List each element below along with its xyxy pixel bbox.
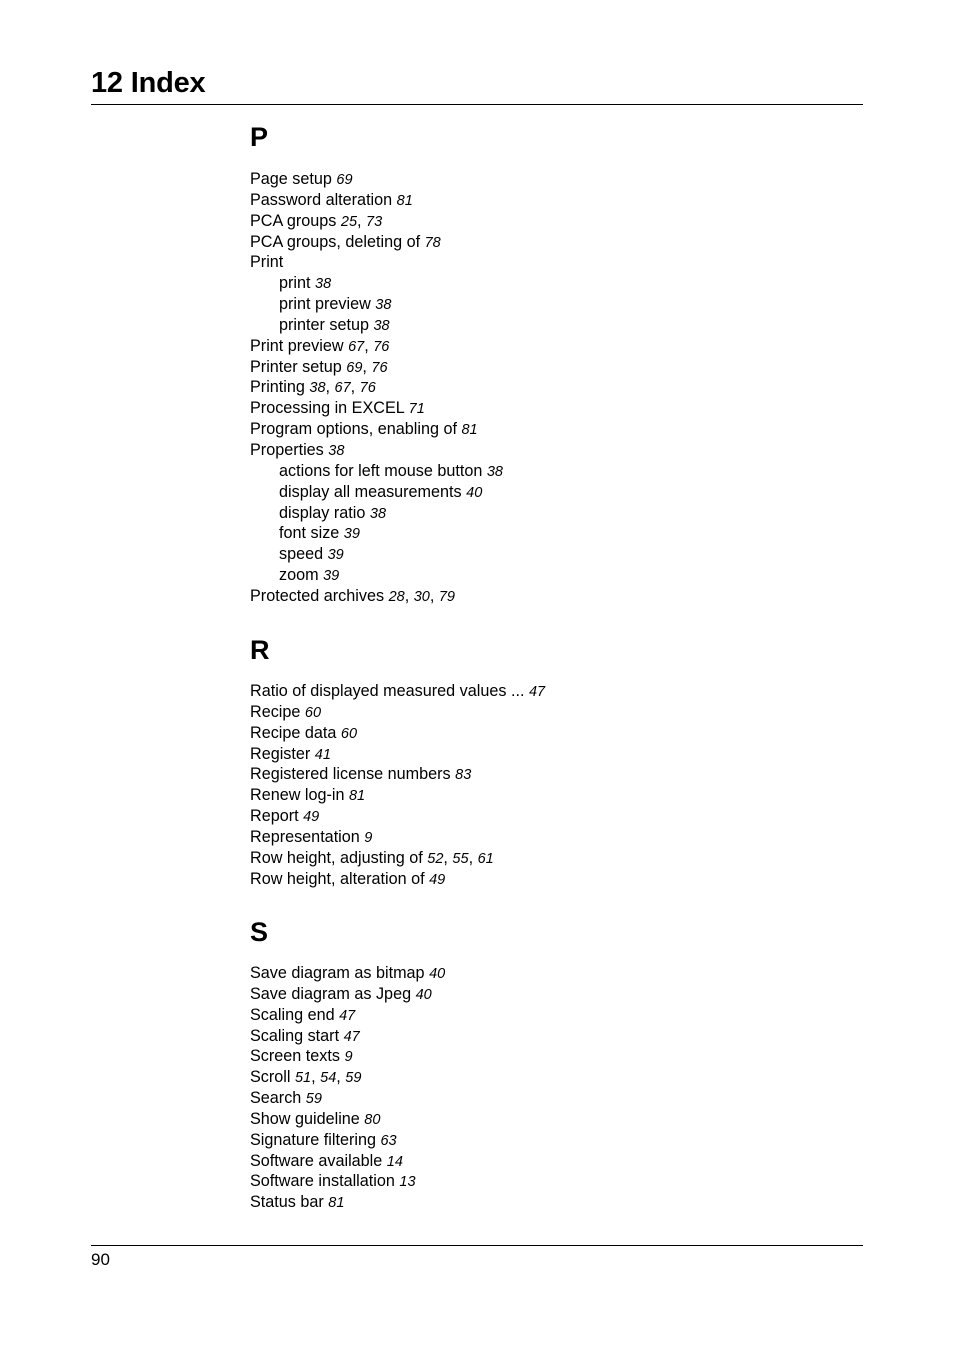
page-reference-link[interactable]: 69 (346, 359, 363, 376)
index-entry: Print preview 67, 76 (250, 336, 390, 355)
index-subentry (250, 461, 850, 482)
page-reference-link[interactable]: 61 (477, 850, 494, 867)
index-entry (250, 963, 850, 984)
index-entry (250, 1171, 850, 1192)
page-reference-link[interactable]: 81 (396, 192, 413, 209)
index-subentry (250, 523, 850, 544)
index-subentry (250, 294, 850, 315)
page-reference-link[interactable]: 14 (386, 1153, 403, 1170)
entry-term: print (279, 274, 311, 293)
page-reference-link[interactable]: 40 (466, 484, 483, 501)
page-reference-link[interactable]: 38 (375, 297, 392, 314)
entry-term: Register (250, 744, 311, 763)
page-reference-link[interactable]: 49 (303, 809, 320, 826)
index-entry (250, 190, 850, 211)
page-title: 12 Index (91, 67, 206, 99)
page-reference-link[interactable]: 40 (415, 986, 432, 1003)
section-letter-s: S (250, 917, 269, 947)
entry-term: actions for left mouse button (279, 461, 483, 480)
page-reference-link[interactable]: 47 (343, 1028, 360, 1045)
entry-term: Registered license numbers (250, 765, 451, 784)
entry-term: Software available (250, 1151, 383, 1170)
index-entry (250, 723, 850, 744)
entry-term: display ratio (279, 503, 366, 522)
index-entry (250, 785, 850, 806)
page-reference-link[interactable]: 79 (438, 588, 455, 605)
entry-term: Printer setup (250, 357, 342, 376)
page-reference-link[interactable]: 71 (408, 401, 425, 418)
page-reference-link[interactable]: 9 (344, 1049, 353, 1066)
page-reference-link[interactable]: 39 (323, 568, 340, 585)
page-reference-link[interactable]: 38 (315, 276, 332, 293)
page-reference-link[interactable]: 73 (366, 213, 383, 230)
page-reference-link[interactable]: 54 (320, 1070, 337, 1087)
page-reference-link[interactable]: 63 (380, 1132, 397, 1149)
entry-term: Renew log-in (250, 786, 345, 805)
page-reference-link[interactable]: 13 (399, 1174, 416, 1191)
index-entry: Row height, adjusting of 52, 55, 61 (250, 848, 494, 867)
index-entry (250, 1192, 850, 1213)
entry-term: Save diagram as Jpeg (250, 984, 412, 1003)
page-reference-link[interactable]: 67 (348, 338, 365, 355)
entry-term: Signature filtering (250, 1130, 376, 1149)
index-entry: PCA groups 25, 73 (250, 211, 383, 230)
index-entry (250, 1005, 850, 1026)
index-entry (250, 764, 850, 785)
entry-term: speed (279, 545, 324, 564)
page-number: 90 (91, 1250, 110, 1269)
index-entry (250, 1088, 850, 1109)
index-entry (250, 681, 850, 702)
page-reference-link[interactable]: 55 (452, 850, 469, 867)
index-entry (250, 702, 850, 723)
entry-term: Printing (250, 378, 305, 397)
page-reference-link[interactable]: 9 (364, 829, 373, 846)
index-entry-list (250, 681, 850, 889)
entry-term: Scroll (250, 1068, 291, 1087)
index-entry: Printer setup 69, 76 (250, 357, 388, 376)
entry-term: Processing in EXCEL (250, 399, 405, 418)
page-reference-link[interactable]: 60 (304, 704, 322, 721)
index-entry (250, 1109, 850, 1130)
page-reference-link[interactable]: 47 (528, 684, 546, 700)
page-reference-link[interactable]: 81 (328, 1195, 345, 1212)
page-reference-link[interactable]: 67 (334, 380, 351, 397)
page-reference-link[interactable]: 28 (388, 588, 405, 605)
entry-term: Recipe data (250, 723, 337, 742)
entry-term: Print (250, 253, 284, 272)
index-entry: Printing 38, 67, 76 (250, 378, 376, 397)
page-reference-link[interactable]: 76 (373, 338, 390, 355)
page-reference-link[interactable]: 47 (339, 1007, 356, 1024)
index-subentry (250, 503, 850, 524)
index-entry (250, 1026, 850, 1047)
entry-term: Page setup (250, 170, 332, 188)
page-reference-link[interactable]: 83 (455, 767, 472, 784)
index-entry (250, 869, 850, 890)
page-reference-link[interactable]: 51 (294, 1070, 312, 1087)
index-entry (250, 232, 850, 253)
entry-term: Scaling end (250, 1005, 335, 1024)
section-letter-p: P (250, 122, 269, 152)
entry-term: print preview (279, 295, 371, 314)
page-reference-link[interactable]: 76 (359, 380, 376, 397)
page-reference-link[interactable]: 49 (429, 871, 446, 888)
entry-term: Software installation (250, 1172, 395, 1191)
index-entry: Protected archives 28, 30, 79 (250, 586, 455, 605)
page-reference-link[interactable]: 41 (314, 746, 331, 763)
entry-term: printer setup (279, 315, 369, 334)
entry-term: Scaling start (250, 1026, 340, 1045)
entry-term: Status bar (250, 1193, 324, 1212)
page-reference-link[interactable]: 59 (305, 1091, 322, 1108)
entry-term: Program options, enabling of (250, 420, 457, 439)
page-reference-link[interactable]: 52 (427, 850, 444, 867)
index-subentry (250, 482, 850, 503)
page-reference-link[interactable]: 40 (429, 966, 446, 982)
entry-term: Recipe (250, 702, 301, 721)
header-divider (91, 104, 863, 105)
index-section-r (250, 634, 850, 889)
index-entry-list (250, 169, 850, 607)
page-reference-link[interactable]: 38 (369, 505, 387, 522)
entry-term: font size (279, 524, 340, 543)
index-subentry (250, 544, 850, 565)
page-reference-link[interactable]: 59 (345, 1070, 362, 1087)
index-entry (250, 398, 850, 419)
page-reference-link[interactable]: 38 (328, 442, 345, 459)
entry-term: Search (250, 1089, 302, 1108)
index-section-p (250, 121, 850, 607)
index-subentry (250, 315, 850, 336)
index-section-s (250, 916, 850, 1213)
entry-term: Row height, alteration of (250, 869, 425, 888)
page-reference-link[interactable]: 30 (413, 588, 430, 605)
page-reference-link[interactable]: 78 (424, 234, 441, 251)
index-entry (250, 806, 850, 827)
entry-term: Screen texts (250, 1047, 340, 1066)
entry-term: Print preview (250, 336, 344, 355)
entry-term: PCA groups (250, 211, 337, 230)
index-entry (250, 744, 850, 765)
page-reference-link[interactable]: 76 (371, 359, 388, 376)
page-reference-link[interactable]: 39 (343, 526, 360, 543)
entry-term: display all measurements (279, 482, 462, 501)
footer-divider (91, 1245, 863, 1246)
page-reference-link[interactable]: 81 (461, 422, 478, 439)
page-reference-link[interactable]: 81 (348, 788, 366, 805)
entry-term: Row height, adjusting of (250, 848, 423, 867)
index-entry-list (250, 963, 850, 1213)
index-entry (250, 1151, 850, 1172)
entry-term: Save diagram as bitmap (250, 964, 425, 982)
section-letter-r: R (250, 635, 270, 665)
page-reference-link[interactable]: 38 (486, 463, 503, 480)
entry-term: zoom (279, 566, 319, 585)
entry-term: Show guideline (250, 1109, 360, 1128)
entry-term: PCA groups, deleting of (250, 232, 421, 251)
page-reference-link[interactable]: 38 (373, 317, 390, 334)
index-entry (250, 827, 850, 848)
page-reference-link[interactable]: 69 (336, 172, 353, 188)
entry-term: Properties (250, 440, 324, 459)
index-entry (250, 419, 850, 440)
index-entry (250, 1130, 850, 1151)
index-entry: Scroll 51, 54, 59 (250, 1068, 362, 1087)
index-entry (250, 440, 850, 461)
page-reference-link[interactable]: 38 (309, 380, 326, 397)
index-entry (250, 169, 850, 190)
entry-term: Report (250, 807, 299, 826)
entry-term: Ratio of displayed measured values ... (250, 682, 525, 700)
page-reference-link[interactable]: 39 (327, 547, 344, 564)
page-reference-link[interactable]: 25 (340, 213, 358, 230)
index-subentry (250, 273, 850, 294)
entry-term: Representation (250, 827, 360, 846)
entry-term: Password alteration (250, 190, 393, 209)
page-reference-link[interactable]: 80 (364, 1111, 381, 1128)
index-subentry (250, 565, 850, 586)
page-reference-link[interactable]: 60 (340, 725, 358, 742)
index-entry (250, 1046, 850, 1067)
entry-term: Protected archives (250, 586, 385, 605)
index-entry (250, 984, 850, 1005)
index-entry (250, 252, 850, 273)
